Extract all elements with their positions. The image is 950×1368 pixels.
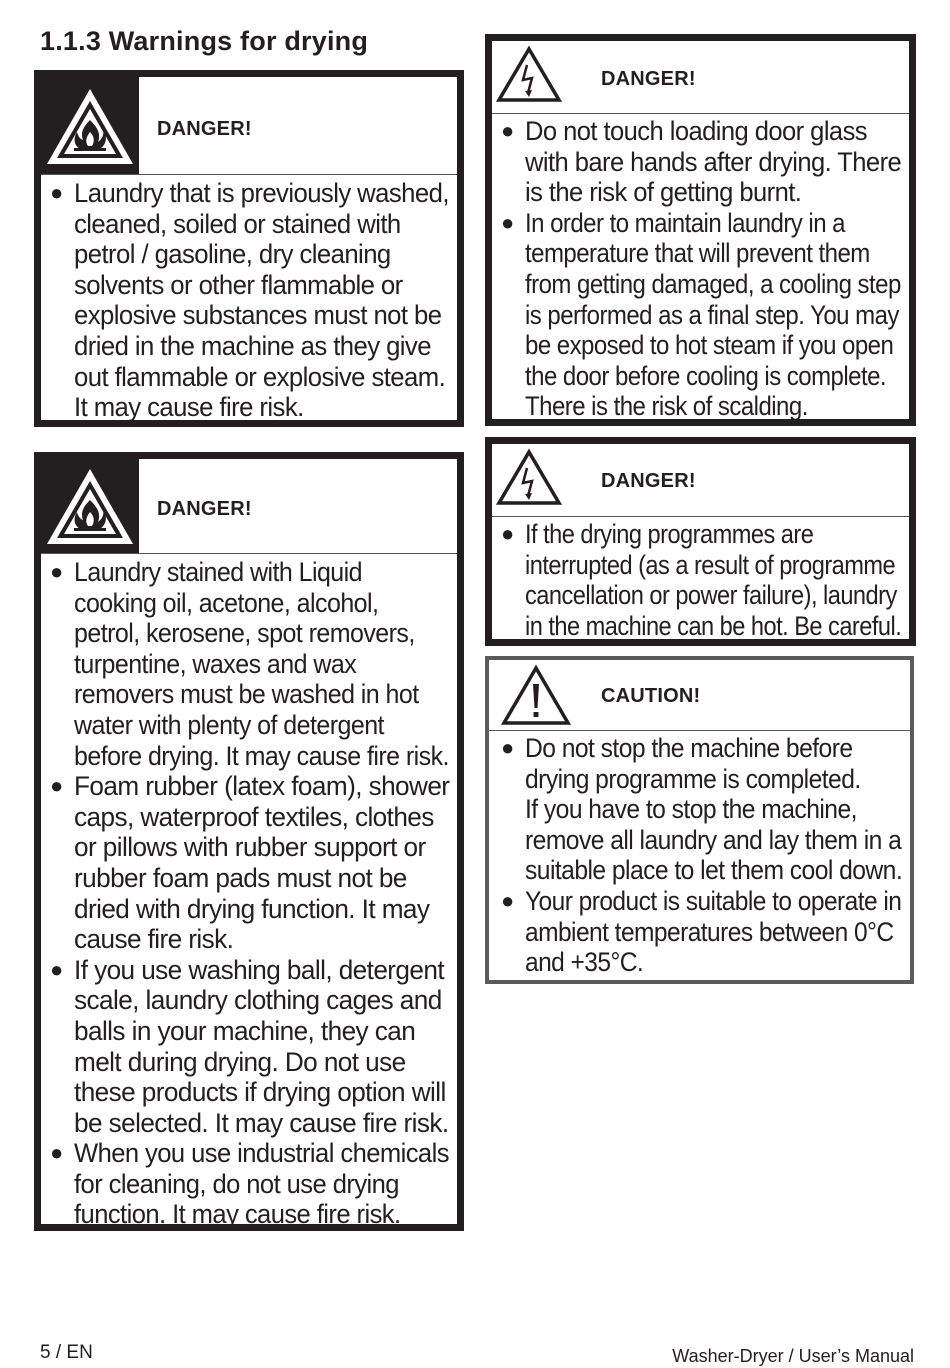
list-item	[47, 955, 451, 1139]
list-item	[498, 208, 903, 422]
danger-label: DANGER!	[601, 470, 696, 492]
bullet-icon: ●	[50, 1140, 63, 1166]
item-text: Your product is suitable to operate in ambient temperatures between 0°C and +35°C.	[525, 885, 902, 978]
item-text: If the drying programmes are interrupted (as a result of programme cancellation or power failure), laundry in the machine can be hot. Be careful.	[525, 519, 902, 641]
item-text: If you use washing ball, detergent scale, laundry clothing cages and balls in your machine, they can melt during drying. Do not use these products if drying option will be selected. It may cause fire risk.	[74, 954, 449, 1138]
list-item	[498, 733, 904, 886]
list-item	[47, 771, 451, 955]
list-item	[47, 557, 451, 771]
box-header	[41, 77, 457, 175]
caution-label: CAUTION!	[601, 685, 701, 707]
bullet-icon: ●	[501, 118, 514, 143]
warning-list	[492, 114, 909, 422]
fire-hazard-icon	[43, 84, 137, 168]
warning-list	[492, 517, 909, 641]
fire-hazard-icon	[43, 464, 137, 548]
caution-box-stop-machine	[485, 656, 914, 984]
item-text: Laundry stained with Liquid cooking oil, acetone, alcohol, petrol, kerosene, spot removers, turpentine, waxes and wax removers must be washed in hot water with plenty of detergent before drying. It may cause fire risk.	[74, 557, 449, 771]
danger-box-flammable-laundry	[34, 70, 464, 427]
caution-exclamation-icon	[501, 664, 571, 726]
box-header	[492, 41, 909, 114]
danger-label: DANGER!	[157, 498, 252, 520]
bullet-icon: ●	[501, 209, 514, 235]
item-text: When you use industrial chemicals for cleaning, do not use drying function. It may cause fire risk.	[74, 1138, 449, 1230]
danger-box-hot-glass	[485, 34, 916, 426]
icon-cell	[41, 77, 139, 174]
list-item	[47, 178, 451, 423]
item-text: Foam rubber (latex foam), shower caps, waterproof textiles, clothes or pillows with rubber support or rubber foam pads must not be dried with drying function. It may cause fire risk.	[74, 771, 450, 955]
section-title: 1.1.3 Warnings for drying	[40, 26, 369, 56]
bullet-icon: ●	[501, 735, 514, 760]
box-header	[489, 660, 910, 731]
page-number: 5 / EN	[40, 1342, 93, 1363]
danger-box-chemical-stains	[34, 452, 464, 1231]
box-header	[492, 444, 909, 517]
item-text: In order to maintain laundry in a temperature that will prevent them from getting damaged, a cooling step is performed as a final step. You may be exposed to hot steam if you open the door before cooling is complete. There is the risk of scalding.	[525, 207, 901, 422]
warning-list	[489, 731, 910, 978]
item-text: Laundry that is previously washed, cleaned, soiled or stained with petrol / gasoline, dry cleaning solvents or other flammable or explosive substances must not be dried in the machine as they give out flammable or explosive steam. It may cause fire risk.	[74, 178, 449, 423]
icon-cell	[41, 459, 139, 553]
electric-hazard-icon	[496, 45, 562, 103]
warning-list	[41, 554, 457, 1230]
bullet-icon: ●	[50, 773, 63, 799]
warning-list	[41, 175, 457, 423]
bullet-icon: ●	[501, 887, 514, 913]
bullet-icon: ●	[50, 180, 63, 205]
bullet-icon: ●	[50, 956, 63, 982]
manual-title: Washer-Dryer / User’s Manual	[672, 1346, 914, 1366]
list-item	[498, 886, 904, 978]
item-text: Do not stop the machine before drying programme is completed. If you have to stop the machine, remove all laundry and lay them in a suitable place to let them cool down.	[525, 733, 903, 886]
bullet-icon: ●	[50, 559, 63, 584]
danger-label: DANGER!	[157, 118, 252, 140]
list-item	[47, 1138, 451, 1230]
bullet-icon: ●	[501, 521, 514, 546]
box-header	[41, 459, 457, 554]
list-item	[498, 519, 903, 641]
electric-hazard-icon	[496, 448, 562, 506]
list-item	[498, 116, 903, 208]
item-text: Do not touch loading door glass with bare hands after drying. There is the risk of getting burnt.	[525, 116, 902, 208]
danger-box-interrupted-programme	[485, 437, 916, 646]
danger-label: DANGER!	[601, 68, 696, 90]
